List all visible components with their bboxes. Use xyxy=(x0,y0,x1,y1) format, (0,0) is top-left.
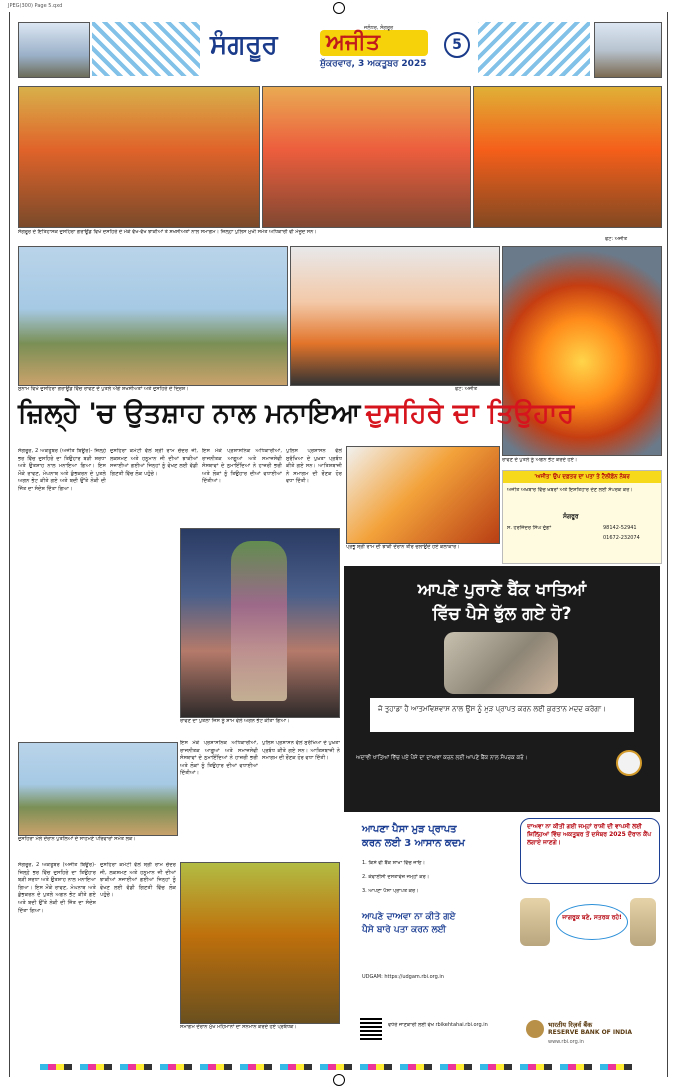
ad2-step2: 2. ਕੇਵਾਈਸੀ ਦਸਤਾਵੇਜ਼ ਜਮ੍ਹਾਂ ਕਰੋ। xyxy=(362,874,430,880)
photo-honouring-guests xyxy=(180,862,340,1024)
mid-photos-credit: ਫੋਟੋ: ਅਜੀਤ xyxy=(455,386,478,392)
photo-ravan-float xyxy=(473,86,662,228)
photo-archer-jhanki xyxy=(346,446,500,544)
masthead-left-photo xyxy=(18,22,90,78)
ad-old-bank-accounts xyxy=(344,566,660,812)
ad2-step1: 1. ਕਿਸੇ ਵੀ ਬੈਂਕ ਸ਼ਾਖਾ ਵਿੱਚ ਜਾਓ। xyxy=(362,860,425,866)
ad2-mascot-left xyxy=(520,898,550,946)
article-column-2: ਦੁਸਹਿਰਾ ਕਮੇਟੀ ਵੱਲੋਂ ਸ਼੍ਰੀ ਰਾਮ ਚੰਦਰ ਜੀ, ਲਕਸ਼ਮਣ ਅਤੇ ਹਨੂਮਾਨ ਜੀ ਦੀਆਂ ਝਾਕੀਆਂ ਸਜਾਈਆਂ ਗਈਆਂ ਜਿਨ੍ਹਾਂ ਨੂੰ ਵੇਖਣ ਲਈ ਵੱਡੀ ਗਿਣਤੀ ਵਿੱਚ ਲੋਕ ਪਹੁੰਚੇ। xyxy=(110,448,198,477)
article-column-5: ਸੰਗਰੂਰ, 2 ਅਕਤੂਬਰ (ਅਜੀਤ ਬਿਊਰੋ)- ਜ਼ਿਲ੍ਹੇ ਭਰ ਵਿੱਚ ਦੁਸਹਿਰੇ ਦਾ ਤਿਉਹਾਰ ਬੜੀ ਸ਼ਰਧਾ ਅਤੇ ਉਤਸ਼ਾਹ ਨਾਲ ਮਨਾਇਆ ਗਿਆ। ਇਸ ਮੌਕੇ ਰਾਵਣ, ਮੇਘਨਾਥ ਅਤੇ ਕੁੰਭਕਰਨ ਦੇ ਪੁਤਲੇ ਅਗਨ ਭੇਟ ਕੀਤੇ ਗਏ ਅਤੇ ਬਦੀ ਉੱਤੇ ਨੇਕੀ ਦੀ ਜਿੱਤ ਦਾ ਸੰਦੇਸ਼ ਦਿੱਤਾ ਗਿਆ। xyxy=(18,862,96,914)
masthead-right-pattern xyxy=(478,22,590,76)
page-left-rule xyxy=(9,12,10,1077)
masthead xyxy=(18,16,660,80)
masthead-page-number xyxy=(444,32,470,58)
headline xyxy=(18,398,575,444)
article-column-7: ਇਸ ਮੌਕੇ ਪ੍ਰਸ਼ਾਸਨਿਕ ਅਧਿਕਾਰੀਆਂ, ਰਾਜਨੀਤਕ ਆਗੂਆਂ ਅਤੇ ਸਮਾਜਸੇਵੀ ਸੰਸਥਾਵਾਂ ਦੇ ਨੁਮਾਇੰਦਿਆਂ ਨੇ ਹਾਜ਼ਰੀ ਭਰੀ ਅਤੇ ਲੋਕਾਂ ਨੂੰ ਤਿਉਹਾਰ ਦੀਆਂ ਵਧਾਈਆਂ ਦਿੱਤੀਆਂ। xyxy=(180,740,258,777)
article-column-6: ਦੁਸਹਿਰਾ ਕਮੇਟੀ ਵੱਲੋਂ ਸ਼੍ਰੀ ਰਾਮ ਚੰਦਰ ਜੀ, ਲਕਸ਼ਮਣ ਅਤੇ ਹਨੂਮਾਨ ਜੀ ਦੀਆਂ ਝਾਕੀਆਂ ਸਜਾਈਆਂ ਗਈਆਂ ਜਿਨ੍ਹਾਂ ਨੂੰ ਵੇਖਣ ਲਈ ਵੱਡੀ ਗਿਣਤੀ ਵਿੱਚ ਲੋਕ ਪਹੁੰਚੇ। xyxy=(100,862,176,899)
bottom-mid-caption: ਸਮਾਗਮ ਦੌਰਾਨ ਮੁੱਖ ਮਹਿਮਾਨਾਂ ਦਾ ਸਨਮਾਨ ਕਰਦੇ ਹੋਏ ਪ੍ਰਬੰਧਕ। xyxy=(180,1024,297,1030)
ad1-headline2: ਵਿੱਚ ਪੈਸੇ ਭੁੱਲ ਗਏ ਹੋ? xyxy=(432,604,572,624)
photo-ram-jhanki xyxy=(290,246,500,386)
color-registration-strip xyxy=(40,1064,640,1070)
rbi-name-en: RESERVE BANK OF INDIA xyxy=(548,1029,632,1036)
bottom-left-caption: ਦੁਸਹਿਰਾ ਮੇਲੇ ਦੌਰਾਨ ਪੁਤਲਿਆਂ ਦੇ ਸਾਹਮਣੇ ਪਰਿਵਾਰਾਂ ਸਮੇਤ ਲੋਕ। xyxy=(18,836,136,842)
masthead-place: ਜਲੰਧਰ, ਸੰਗਰੂਰ xyxy=(364,25,394,31)
registration-mark-top xyxy=(333,2,345,14)
ad2-side-title: ਦਾਅਵਾ ਨਾ ਕੀਤੀ ਗਈ ਜਮ੍ਹਾਂ ਰਾਸ਼ੀ ਦੀ ਵਾਪਸੀ ਲਈ ਜ਼ਿਲ੍ਹਿਆਂ ਵਿੱਚ ਅਕਤੂਬਰ ਤੋਂ ਦਸੰਬਰ 2025 ਦੌਰਾਨ ਕੈਂਪ ਲਗਾਏ ਜਾਣਗੇ। xyxy=(527,823,652,846)
page-right-rule xyxy=(667,12,668,1077)
ad2-title1: ਆਪਣਾ ਪੈਸਾ ਮੁੜ ਪ੍ਰਾਪਤ xyxy=(362,824,457,835)
photo-dignitaries-field xyxy=(18,246,288,386)
masthead-right-photo xyxy=(594,22,662,78)
ad2-side-box xyxy=(520,818,660,884)
photo-procession xyxy=(262,86,471,228)
ad-three-steps xyxy=(344,816,660,1060)
article-column-4: ਪੁਲਿਸ ਪ੍ਰਸ਼ਾਸਨ ਵੱਲੋਂ ਸੁਰੱਖਿਆ ਦੇ ਪੁਖ਼ਤਾ ਪ੍ਰਬੰਧ ਕੀਤੇ ਗਏ ਸਨ। ਆਤਿਸ਼ਬਾਜ਼ੀ ਨੇ ਸਮਾਗਮ ਦੀ ਰੌਣਕ ਹੋਰ ਵਧਾ ਦਿੱਤੀ। xyxy=(286,448,342,485)
article-column-3: ਇਸ ਮੌਕੇ ਪ੍ਰਸ਼ਾਸਨਿਕ ਅਧਿਕਾਰੀਆਂ, ਰਾਜਨੀਤਕ ਆਗੂਆਂ ਅਤੇ ਸਮਾਜਸੇਵੀ ਸੰਸਥਾਵਾਂ ਦੇ ਨੁਮਾਇੰਦਿਆਂ ਨੇ ਹਾਜ਼ਰੀ ਭਰੀ ਅਤੇ ਲੋਕਾਂ ਨੂੰ ਤਿਉਹਾਰ ਦੀਆਂ ਵਧਾਈਆਂ ਦਿੱਤੀਆਂ। xyxy=(202,448,282,485)
office-sidebox xyxy=(502,470,662,564)
mid-photos-caption: ਸੁਨਾਮ ਵਿਖੇ ਦੁਸਹਿਰਾ ਗਰਾਊਂਡ ਵਿੱਚ ਰਾਵਣ ਦੇ ਪੁਤਲੇ ਅੱਗੇ ਸ਼ਖਸੀਅਤਾਂ ਅਤੇ ਦੁਸਹਿਰੇ ਦੇ ਦ੍ਰਿਸ਼। xyxy=(18,386,189,392)
rbi-logo-icon xyxy=(526,1020,544,1038)
ad2-footer-text: ਵਧੇਰੇ ਜਾਣਕਾਰੀ ਲਈ ਵੇਖੋ rbikehtahai.rbi.org.in xyxy=(388,1022,488,1028)
ad2-bubble-text: ਜਾਗਰੂਕ ਬਣੋ, ਸਤਰਕ ਰਹੋ! xyxy=(562,914,622,921)
print-slug: JPEG(300) Page 5.qxd xyxy=(8,3,63,9)
ad1-emblem-icon xyxy=(616,750,642,776)
ad2-title2: ਕਰਨ ਲਈ 3 ਆਸਾਨ ਕਦਮ xyxy=(362,838,465,849)
top-photos-caption: ਸੰਗਰੂਰ ਦੇ ਇਤਿਹਾਸਕ ਦੁਸਹਿਰਾ ਗਰਾਊਂਡ ਵਿਖੇ ਦਸਹਿਰੇ ਦੇ ਮੌਕੇ ਵੱਖ-ਵੱਖ ਝਾਕੀਆਂ ਤੇ ਸ਼ਖਸੀਅਤਾਂ ਨਾਲ ਸਮਾਗਮ। ਜ਼ਿਲ੍ਹਾ ਪੁਲਿਸ ਮੁਖੀ ਸਮੇਤ ਅਧਿਕਾਰੀ ਵੀ ਮੌਜੂਦ ਸਨ। xyxy=(18,229,317,235)
masthead-banner xyxy=(204,26,474,74)
ad2-bubble xyxy=(556,904,628,940)
top-photos-credit: ਫੋਟੋ: ਅਜੀਤ xyxy=(605,236,628,242)
photo-families-effigies xyxy=(18,742,178,836)
headline-part1: ਜ਼ਿਲ੍ਹੇ 'ਚ ਉਤਸ਼ਾਹ ਨਾਲ ਮਨਾਇਆ xyxy=(18,398,361,429)
rbi-name-hi: भारतीय रिज़र्व बैंक xyxy=(548,1021,593,1029)
registration-mark-bottom xyxy=(333,1074,345,1086)
archer-photo-caption: ਪ੍ਰਭੂ ਸ਼੍ਰੀ ਰਾਮ ਦੀ ਝਾਕੀ ਦੌਰਾਨ ਤੀਰ ਚਲਾਉਂਦੇ ਹੋਏ ਕਲਾਕਾਰ। xyxy=(346,544,460,550)
ad1-headline1: ਆਪਣੇ ਪੁਰਾਣੇ ਬੈਂਕ ਖਾਤਿਆਂ xyxy=(417,580,587,600)
rbi-website: www.rbi.org.in xyxy=(548,1039,584,1045)
office-sidebox-phone1: 98142-52941 xyxy=(603,525,637,531)
ad2-step3: 3. ਆਪਣਾ ਪੈਸਾ ਪ੍ਰਾਪਤ ਕਰੋ। xyxy=(362,888,419,894)
ad2-qr-code xyxy=(360,1018,382,1040)
masthead-title-ajit: ਅਜੀਤ xyxy=(326,30,380,55)
ad2-mascot-right xyxy=(630,898,656,946)
ad1-tagline: ਜੋ ਤੁਹਾਡਾ ਹੈ ਆਤਮਵਿਸ਼ਵਾਸ ਨਾਲ ਉਸ ਨੂੰ ਮੁੜ ਪ੍ਰਾਪਤ ਕਰਨ ਲਈ ਕੁਰਤਾਨ ਮਦਦ ਕਰੇਗਾ। xyxy=(378,705,606,713)
office-sidebox-name: ਸ. ਹਰਜਿੰਦਰ ਸਿੰਘ ਦੁੱਗਾਂ xyxy=(507,525,552,531)
ad1-body: ਅਦਾਵੀ ਖਾਤਿਆਂ ਵਿੱਚ ਪਏ ਪੈਸੇ ਦਾ ਦਾਅਵਾ ਕਰਨ ਲਈ ਆਪਣੇ ਬੈਂਕ ਨਾਲ ਸੰਪਰਕ ਕਰੋ। xyxy=(356,755,528,761)
article-column-1: ਸੰਗਰੂਰ, 2 ਅਕਤੂਬਰ (ਅਜੀਤ ਬਿਊਰੋ)- ਜ਼ਿਲ੍ਹੇ ਭਰ ਵਿੱਚ ਦੁਸਹਿਰੇ ਦਾ ਤਿਉਹਾਰ ਬੜੀ ਸ਼ਰਧਾ ਅਤੇ ਉਤਸ਼ਾਹ ਨਾਲ ਮਨਾਇਆ ਗਿਆ। ਇਸ ਮੌਕੇ ਰਾਵਣ, ਮੇਘਨਾਥ ਅਤੇ ਕੁੰਭਕਰਨ ਦੇ ਪੁਤਲੇ ਅਗਨ ਭੇਟ ਕੀਤੇ ਗਏ ਅਤੇ ਬਦੀ ਉੱਤੇ ਨੇਕੀ ਦੀ ਜਿੱਤ ਦਾ ਸੰਦੇਸ਼ ਦਿੱਤਾ ਗਿਆ। xyxy=(18,448,106,492)
effigy-photo-caption: ਰਾਵਣ ਦਾ ਪੁਤਲਾ ਜਿਸ ਨੂੰ ਸ਼ਾਮ ਵੇਲੇ ਅਗਨ ਭੇਟ ਕੀਤਾ ਗਿਆ। xyxy=(180,718,290,724)
masthead-title-ajit-box xyxy=(320,30,428,56)
headline-part2: ਦੁਸਹਿਰੇ ਦਾ ਤਿਉਹਾਰ xyxy=(365,398,575,429)
ad2-claim-text1: ਆਪਣੇ ਦਾਅਵਾ ਨਾ ਕੀਤੇ ਗਏ xyxy=(362,912,456,922)
photo-officials-group xyxy=(18,86,260,228)
office-sidebox-phone2: 01672-232074 xyxy=(603,535,640,541)
effigy-figure xyxy=(231,541,287,701)
ad1-tagline-box xyxy=(370,698,634,732)
office-sidebox-title: 'ਅਜੀਤ' ਉਪ ਦਫ਼ਤਰ ਦਾ ਪਤਾ ਤੇ ਟੈਲੀਫ਼ੋਨ ਨੰਬਰ xyxy=(503,471,661,483)
masthead-left-pattern xyxy=(92,22,200,76)
masthead-title-sangrur: ਸੰਗਰੂਰ xyxy=(210,30,278,60)
fire-photo-caption: ਰਾਵਣ ਦੇ ਪੁਤਲੇ ਨੂੰ ਅਗਨ ਭੇਟ ਕਰਦੇ ਹੋਏ। xyxy=(502,457,578,463)
ad1-banknotes-image xyxy=(444,632,558,694)
office-sidebox-body: ਅਜੀਤ ਅਖ਼ਬਾਰ ਵਿੱਚ ਖ਼ਬਰਾਂ ਅਤੇ ਇਸ਼ਤਿਹਾਰ ਦੇਣ ਲਈ ਸੰਪਰਕ ਕਰੋ। xyxy=(507,487,633,493)
photo-ravan-effigy-night xyxy=(180,528,340,718)
masthead-date: ਸ਼ੁੱਕਰਵਾਰ, 3 ਅਕਤੂਬਰ 2025 xyxy=(320,59,427,69)
article-column-8: ਪੁਲਿਸ ਪ੍ਰਸ਼ਾਸਨ ਵੱਲੋਂ ਸੁਰੱਖਿਆ ਦੇ ਪੁਖ਼ਤਾ ਪ੍ਰਬੰਧ ਕੀਤੇ ਗਏ ਸਨ। ਆਤਿਸ਼ਬਾਜ਼ੀ ਨੇ ਸਮਾਗਮ ਦੀ ਰੌਣਕ ਹੋਰ ਵਧਾ ਦਿੱਤੀ। xyxy=(262,740,340,762)
office-sidebox-city: ਸੰਗਰੂਰ xyxy=(563,513,579,520)
ad2-udgam-link: UDGAM: https://udgam.rbi.org.in xyxy=(362,974,444,980)
masthead-page-number-text: 5 xyxy=(452,37,462,53)
ad2-claim-text2: ਪੈਸੇ ਬਾਰੇ ਪਤਾ ਕਰਨ ਲਈ xyxy=(362,925,447,935)
